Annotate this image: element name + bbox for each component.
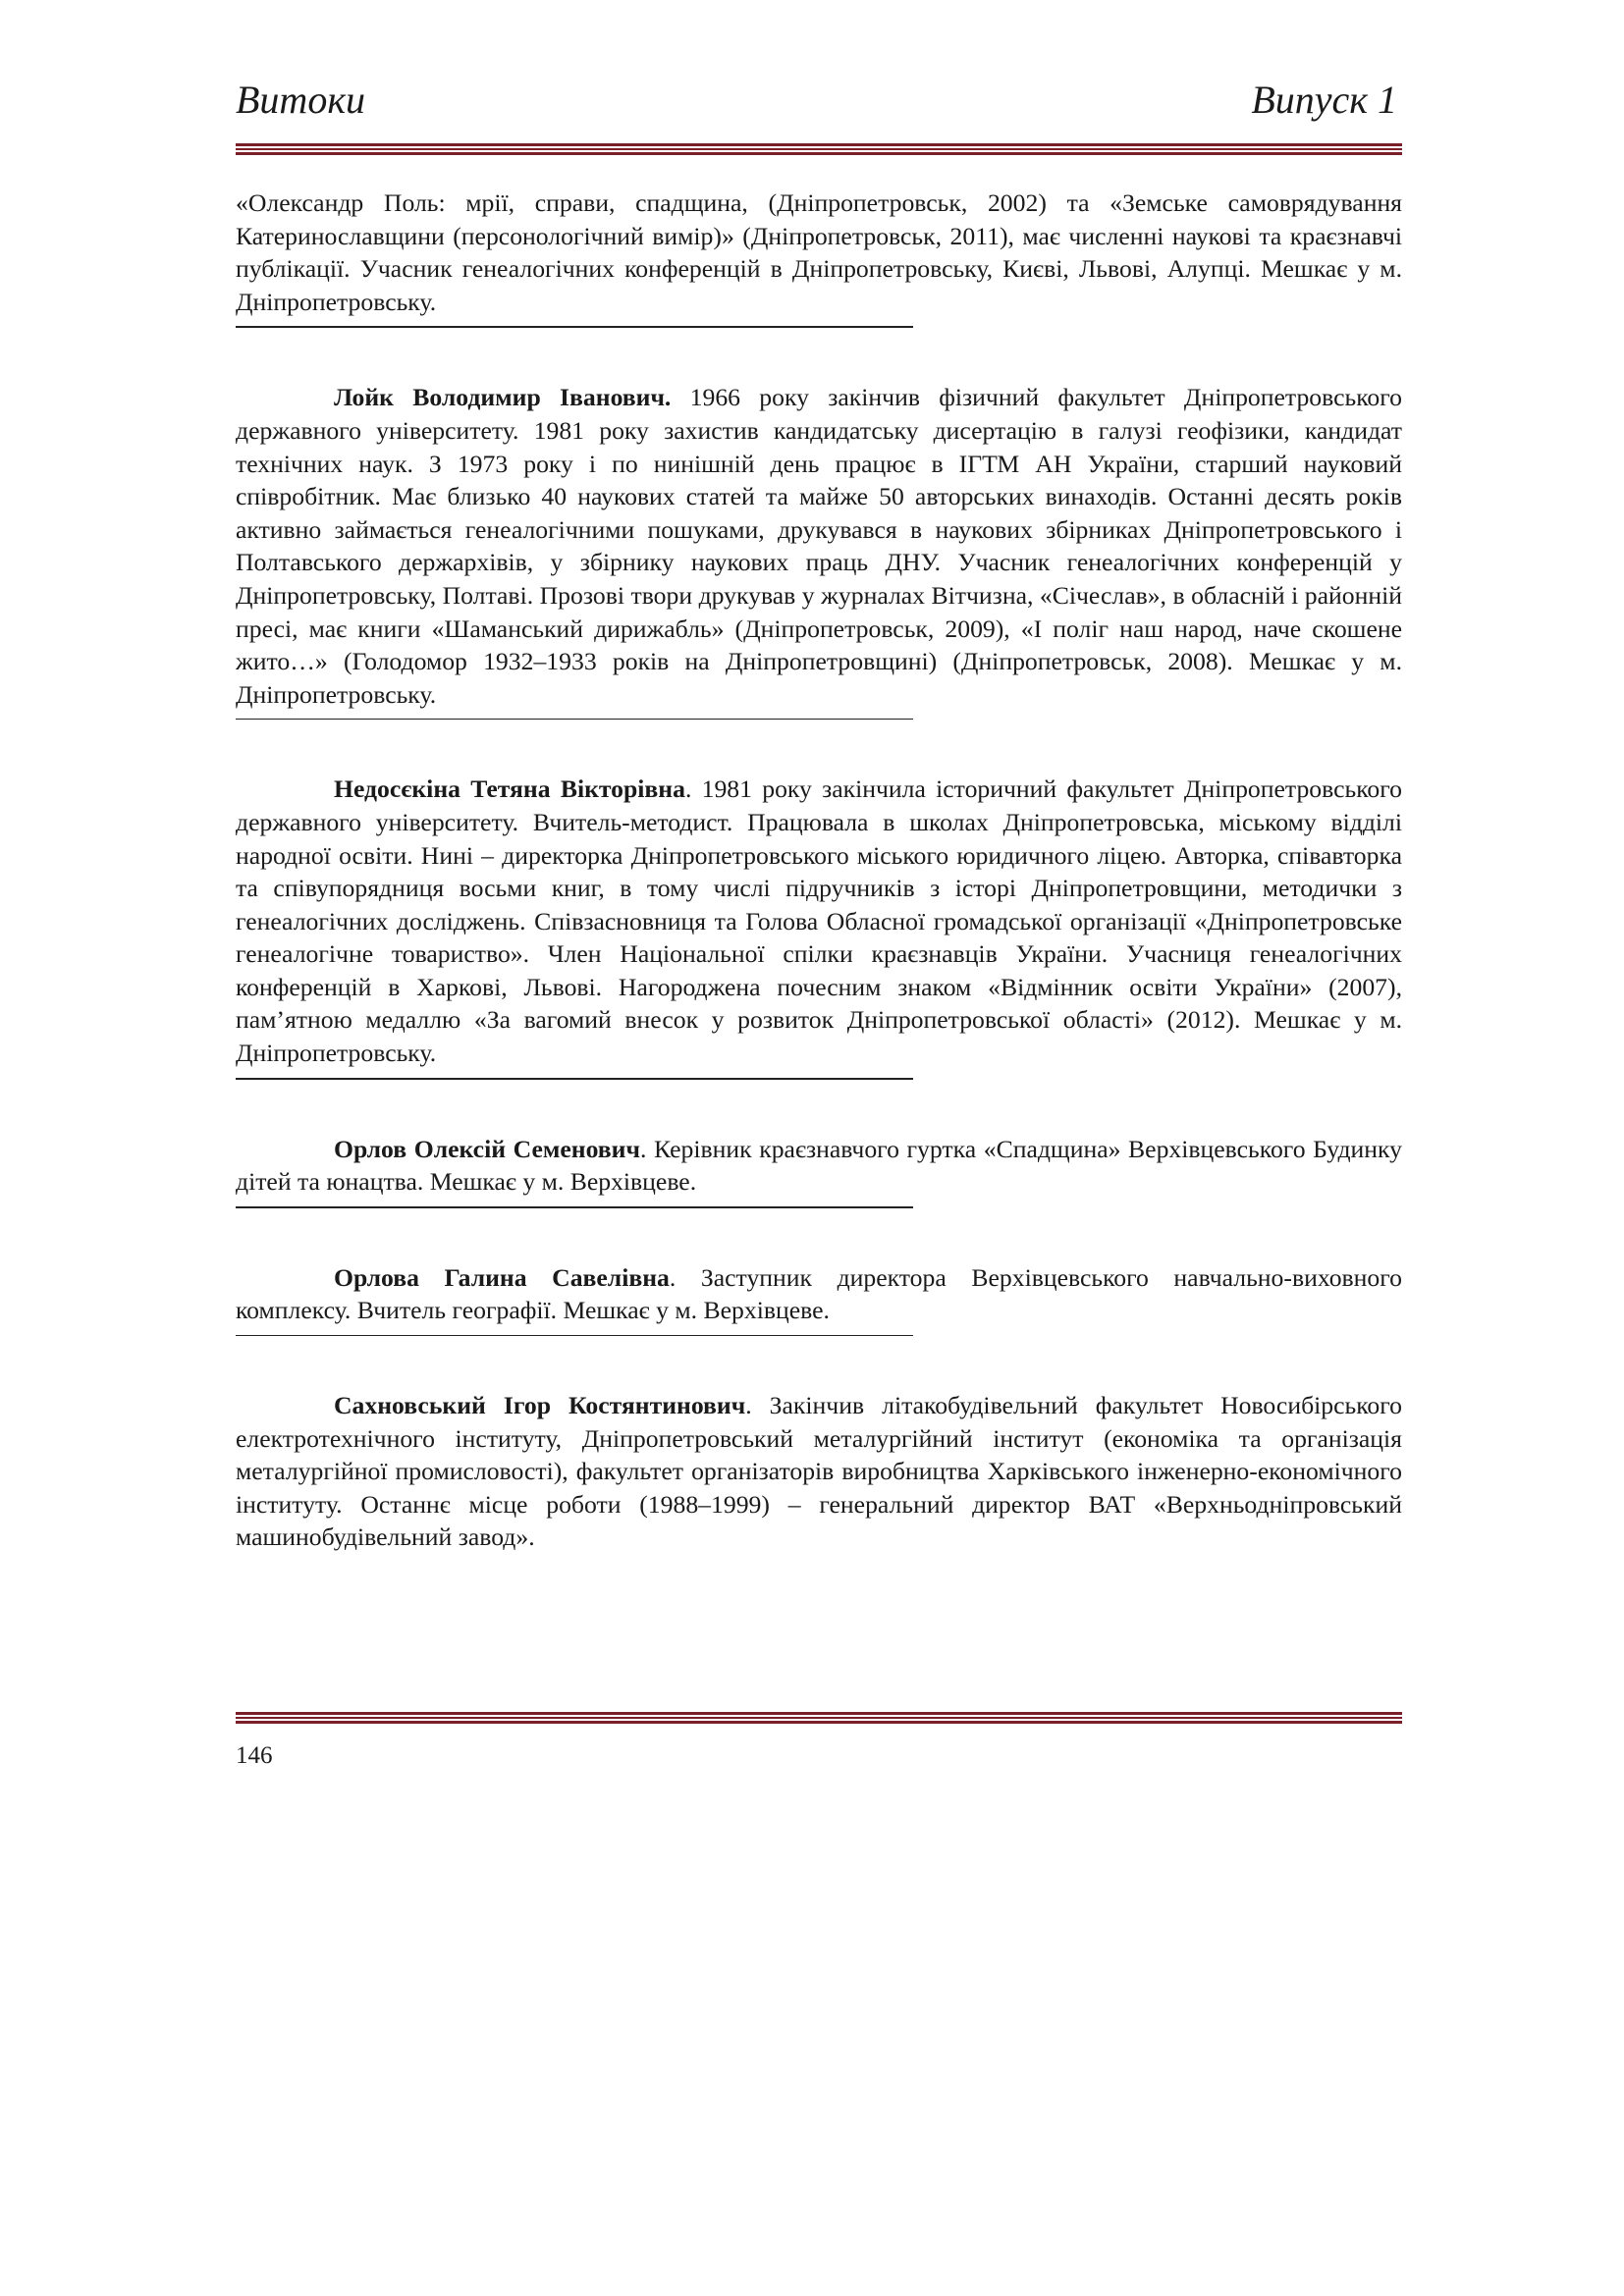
entry-text: 1966 року закінчив фізичний факультет Дніпропетровського державного університету. 1981 року захистив кандидатську дисертацію в галузі геофізики, кандидат технічних наук. З 1973 року і по нинішній день працює в ІГТМ АН України, старший науковий співробітник. Має близько 40 наукових статей та майже 50 авторських винаходів. Останні десять років активно займається генеалогічними пошуками, друкувався в наукових збірниках Дніпропетровського і Полтавського держархівів, у збірнику наукових праць ДНУ. Учасник генеалогічних конференцій у Дніпропетровську, Полтаві. Прозові твори друкував у журналах Вітчизна, «Січеслав», в обласній і районній пресі, має книги «Шаманський дирижабль» (Дніпропетровськ, 2009), «І поліг наш народ, наче скошене жито…» (Голодомор 1932–1933 років на Дніпропетровщині) (Дніпропетровськ, 2008). Мешкає у м. Дніпропетровську. — [236, 383, 1402, 709]
running-header — [236, 77, 1397, 123]
entry-orlov — [236, 1133, 1402, 1199]
journal-title: Витоки — [236, 78, 366, 122]
entry-loyk — [236, 381, 1402, 711]
issue-number: Випуск 1 — [1251, 78, 1397, 122]
entry-name: Орлов Олексій Семенович — [334, 1134, 640, 1163]
entry-orlova — [236, 1261, 1402, 1327]
entry-text: «Олександр Поль: мрії, справи, спадщина, (Дніпропетровськ, 2002) та «Земське самоврядування Катеринославщини (персонологічний вимір)» (Дніпропетровськ, 2011), має численні наукові та краєзнавчі публікації. Учасник генеалогічних конференцій в Дніпропетровську, Києві, Львові, Алупці. Мешкає у м. Дніпропетровську. — [236, 188, 1402, 316]
page-content — [236, 187, 1402, 1554]
entry-separator — [236, 1206, 913, 1208]
entry-separator — [236, 1335, 913, 1336]
entry-name: Недосєкіна Тетяна Вікторівна — [334, 774, 685, 804]
entry-text: . Заступник директора Верхівцевського навчально-виховного комплексу. Вчитель географії. Мешкає у м. Верхівцеве. — [236, 1262, 1402, 1325]
entry-text: . Керівник краєзнавчого гуртка «Спадщина» Верхівцевського Будинку дітей та юнацтва. Мешкає у м. Верхівцеве. — [236, 1134, 1402, 1197]
page-number: 146 — [236, 1742, 273, 1769]
header-rule — [236, 143, 1402, 155]
entry-name: Лойк Володимир Іванович. — [334, 383, 672, 412]
entry-name: Орлова Галина Савелівна — [334, 1262, 670, 1292]
footer-rule — [236, 1712, 1402, 1724]
entry-continuation — [236, 187, 1402, 318]
entry-separator — [236, 326, 913, 328]
entry-separator — [236, 1078, 913, 1080]
entry-sakhnovskyi — [236, 1389, 1402, 1554]
entry-text: . Закінчив літакобудівельний факультет Новосибірського електротехнічного інституту, Дніпропетровський металургійний інститут (економіка та організація металургійної промисловості), факультет організаторів виробництва Харківського інженерно-економічного інституту. Останнє місце роботи (1988–1999) – генеральний директор ВАТ «Верхньодніпровський машинобудівельний завод». — [236, 1391, 1402, 1552]
entry-nedosiekina — [236, 773, 1402, 1069]
entry-text: . 1981 року закінчила історичний факультет Дніпропетровського державного університету. Вчитель-методист. Працювала в школах Дніпропетровська, міському відділі народної освіти. Нині – директорка Дніпропетровського міського юридичного ліцею. Авторка, співавторка та співупорядниця восьми книг, в тому числі підручників з історі Дніпропетровщини, методички з генеалогічних досліджень. Співзасновниця та Голова Обласної громадської організації «Дніпропетровське генеалогічне товариство». Член Національної спілки краєзнавців України. Учасниця генеалогічних конференцій в Харкові, Львові. Нагороджена почесним знаком «Відмінник освіти України» (2007), пам’ятною медаллю «За вагомий внесок у розвиток Дніпропетровської області» (2012). Мешкає у м. Дніпропетровську. — [236, 774, 1402, 1068]
entry-name: Сахновський Ігор Костянтинович — [334, 1391, 746, 1420]
entry-separator — [236, 719, 913, 720]
